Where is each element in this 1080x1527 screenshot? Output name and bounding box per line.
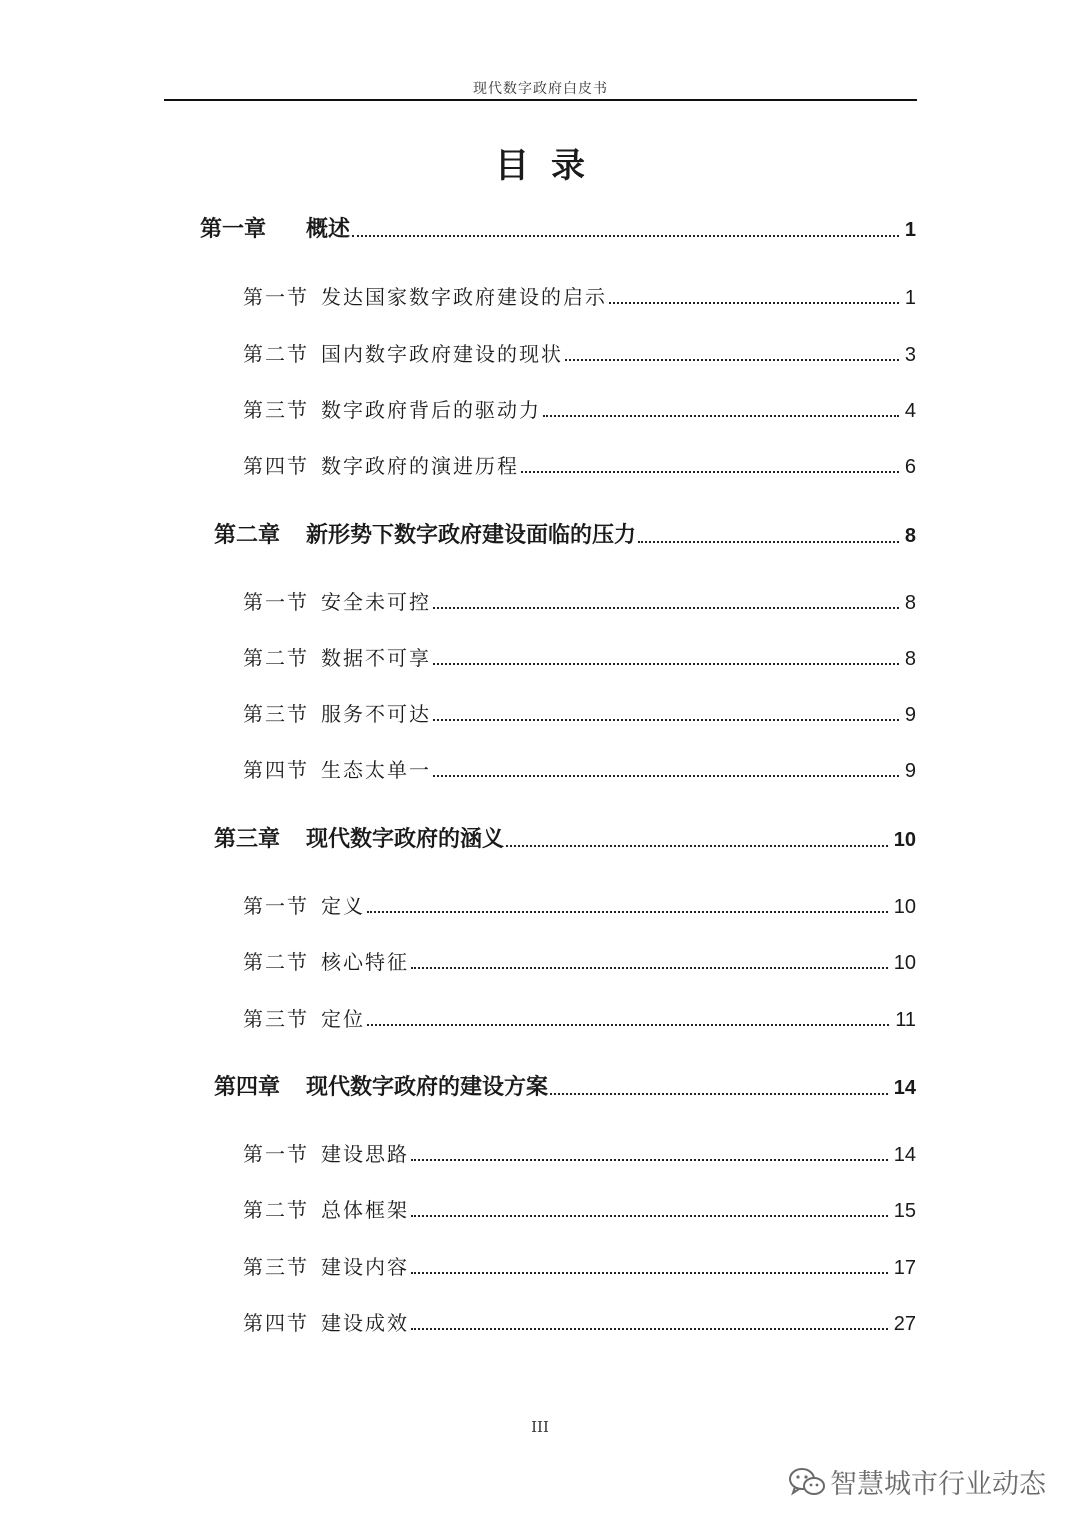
toc-entry-page: 10 — [893, 896, 916, 918]
watermark-text: 智慧城市行业动态 — [830, 1469, 1046, 1500]
toc-entry-number: 第一章 — [200, 217, 267, 242]
toc-entry-page: 10 — [893, 829, 916, 851]
toc-entry-number: 第三节 — [243, 702, 309, 726]
toc-entry-title: 生态太单一 — [321, 758, 431, 782]
toc-entry-page: 15 — [893, 1200, 916, 1222]
dot-leader — [411, 1215, 888, 1217]
toc-entry-title: 发达国家数字政府建设的启示 — [321, 285, 607, 309]
toc-section-row[interactable] — [243, 450, 916, 479]
toc-section-row[interactable] — [243, 338, 916, 367]
toc-entry-page: 10 — [893, 952, 916, 974]
toc-entry-title: 建设内容 — [321, 1255, 409, 1279]
toc-entry-page: 14 — [893, 1077, 916, 1099]
toc-section-row[interactable] — [243, 281, 916, 310]
toc-entry-page: 14 — [893, 1144, 916, 1166]
toc-entry-number: 第二节 — [243, 342, 309, 366]
toc-entry-number: 第二章 — [214, 523, 281, 548]
toc-entry-page: 8 — [904, 525, 916, 547]
toc-entry-title: 数字政府的演进历程 — [321, 454, 519, 478]
dot-leader — [352, 235, 899, 237]
toc-section-row[interactable] — [243, 890, 916, 919]
toc-entry-number: 第二节 — [243, 1198, 309, 1222]
toc-entry-title: 核心特征 — [321, 950, 409, 974]
toc-chapter-row[interactable] — [214, 1070, 916, 1101]
running-header: 现代数字政府白皮书 — [473, 81, 608, 97]
toc-entry-page: 1 — [904, 219, 916, 241]
toc-entry-page: 27 — [893, 1313, 916, 1335]
toc-entry-title: 安全未可控 — [321, 590, 431, 614]
toc-entry-title: 概述 — [306, 217, 351, 242]
toc-chapter-row[interactable] — [214, 518, 916, 549]
toc-entry-page: 9 — [904, 704, 916, 726]
dot-leader — [411, 1159, 888, 1161]
toc-entry-number: 第三节 — [243, 398, 309, 422]
toc-section-row[interactable] — [243, 1138, 916, 1167]
toc-section-row[interactable] — [243, 642, 916, 671]
dot-leader — [433, 663, 899, 665]
toc-entry-title: 新形势下数字政府建设面临的压力 — [306, 523, 637, 548]
toc-entry-number: 第一节 — [243, 285, 309, 309]
toc-section-row[interactable] — [243, 1194, 916, 1223]
toc-section-row[interactable] — [243, 1251, 916, 1280]
toc-entry-number: 第四章 — [214, 1075, 281, 1100]
toc-entry-title: 国内数字政府建设的现状 — [321, 342, 563, 366]
toc-entry-page: 3 — [904, 344, 916, 366]
toc-entry-title: 建设思路 — [321, 1142, 409, 1166]
page-number: III — [531, 1418, 549, 1436]
toc-entry-number: 第三节 — [243, 1007, 309, 1031]
toc-entry-page: 6 — [904, 456, 916, 478]
dot-leader — [565, 359, 899, 361]
toc-entry-page: 11 — [895, 1009, 916, 1031]
toc-section-row[interactable] — [243, 698, 916, 727]
toc-entry-number: 第一节 — [243, 590, 309, 614]
dot-leader — [506, 845, 888, 847]
toc-entry-page: 17 — [893, 1257, 916, 1279]
toc-entry-title: 现代数字政府的涵义 — [306, 827, 505, 852]
dot-leader — [367, 1024, 889, 1026]
dot-leader — [411, 1272, 888, 1274]
toc-entry-title: 数字政府背后的驱动力 — [321, 398, 541, 422]
dot-leader — [433, 775, 899, 777]
dot-leader — [543, 415, 899, 417]
toc-title: 目录 — [495, 146, 607, 186]
toc-chapter-row[interactable] — [214, 822, 916, 853]
toc-entry-page: 1 — [904, 287, 916, 309]
toc-section-row[interactable] — [243, 1307, 916, 1336]
dot-leader — [433, 607, 899, 609]
toc-entry-title: 服务不可达 — [321, 702, 431, 726]
toc-section-row[interactable] — [243, 586, 916, 615]
toc-entry-number: 第一节 — [243, 1142, 309, 1166]
toc-entry-title: 现代数字政府的建设方案 — [306, 1075, 549, 1100]
toc-entry-title: 定义 — [321, 894, 365, 918]
toc-entry-title: 建设成效 — [321, 1311, 409, 1335]
dot-leader — [550, 1093, 888, 1095]
watermark — [788, 1462, 1046, 1501]
toc-entry-number: 第四节 — [243, 454, 309, 478]
dot-leader — [638, 541, 899, 543]
toc-entry-title: 数据不可享 — [321, 646, 431, 670]
toc-entry-page: 9 — [904, 760, 916, 782]
toc-entry-number: 第二节 — [243, 646, 309, 670]
dot-leader — [521, 471, 899, 473]
toc-entry-number: 第三节 — [243, 1255, 309, 1279]
toc-entry-number: 第二节 — [243, 950, 309, 974]
dot-leader — [433, 719, 899, 721]
toc-entry-page: 8 — [904, 592, 916, 614]
toc-section-row[interactable] — [243, 394, 916, 423]
toc-entry-number: 第一节 — [243, 894, 309, 918]
dot-leader — [411, 967, 888, 969]
wechat-icon — [788, 1467, 826, 1497]
toc-entry-title: 定位 — [321, 1007, 365, 1031]
toc-chapter-row[interactable] — [200, 212, 916, 243]
toc-entry-number: 第三章 — [214, 827, 281, 852]
dot-leader — [609, 302, 899, 304]
toc-entry-page: 4 — [904, 400, 916, 422]
toc-entry-page: 8 — [904, 648, 916, 670]
toc-section-row[interactable] — [243, 1003, 916, 1032]
toc-entry-number: 第四节 — [243, 1311, 309, 1335]
toc-entry-title: 总体框架 — [321, 1198, 409, 1222]
dot-leader — [411, 1328, 888, 1330]
dot-leader — [367, 911, 888, 913]
toc-section-row[interactable] — [243, 946, 916, 975]
toc-entry-number: 第四节 — [243, 758, 309, 782]
toc-section-row[interactable] — [243, 754, 916, 783]
